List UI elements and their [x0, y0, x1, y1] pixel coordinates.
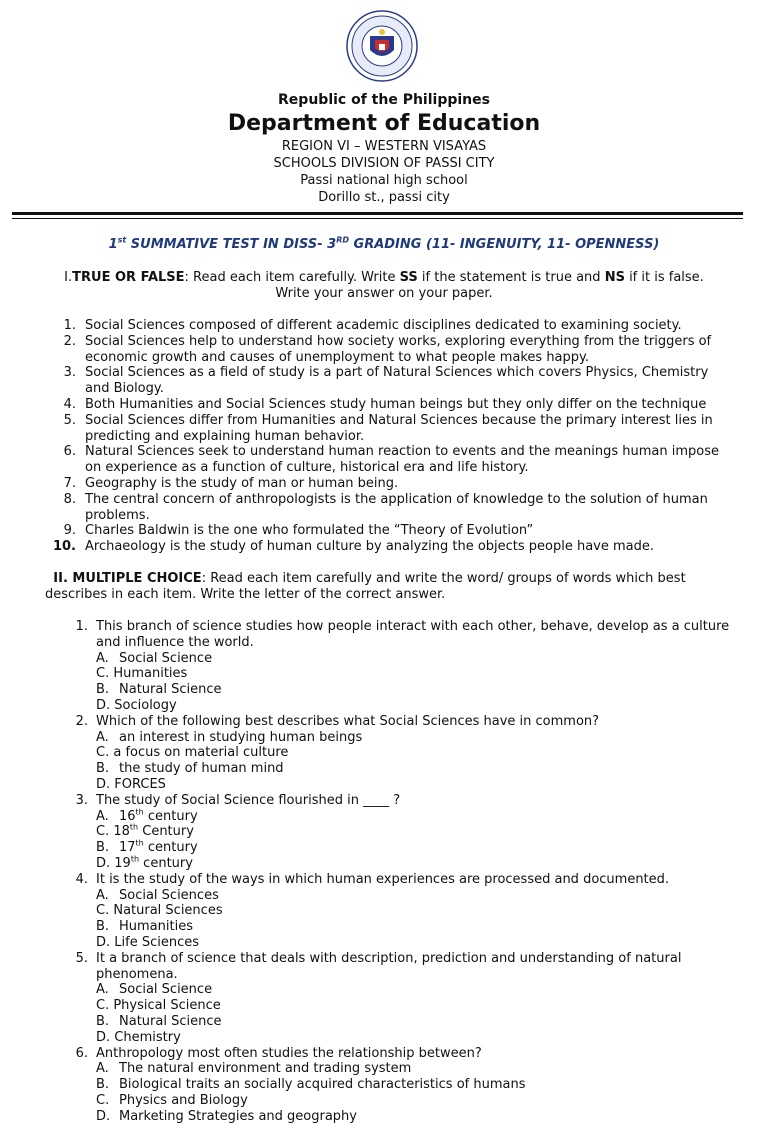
region-line: REGION VI – WESTERN VISAYAS [281, 139, 487, 154]
question-3-options [60, 809, 740, 872]
option-b: B. the study of human mind [96, 761, 284, 777]
question-5: 5. It a branch of science that deals with description, prediction and understanding of natural phenomena. [75, 950, 682, 982]
option-c: C. Physical Science [96, 998, 221, 1014]
list-item: 4. Both Humanities and Social Sciences study human beings but they only differ on the technique [63, 396, 707, 412]
option-a: A. Social Sciences [96, 887, 219, 903]
option-c: C. Humanities [96, 666, 188, 682]
question-6: 6. Anthropology most often studies the relationship between? [75, 1045, 482, 1061]
list-item: 6. Natural Sciences seek to understand human reaction to events and the meanings human impose on experience as a function of culture, historical era and life history. [63, 444, 719, 476]
question-3: 3. The study of Social Science flourished in ____ ? [75, 792, 401, 808]
multiple-choice-instructions: II. MULTIPLE CHOICE: Read each item carefully and write the word/ groups of words which best describes in each item. Write the letter of the correct answer. [45, 571, 686, 602]
option-d: D. Sociology [96, 697, 177, 713]
option-b: B. Natural Science [96, 682, 222, 698]
list-item: 3. Social Sciences as a field of study is a part of Natural Sciences which covers Physics, Chemistry and Biology. [63, 365, 709, 397]
list-item: 1. Social Sciences composed of different academic disciplines dedicated to examining society. [63, 318, 682, 333]
question-1: 1. This branch of science studies how people interact with each other, behave, develop as a culture and influence the world. [75, 619, 730, 650]
option-c: C. Natural Sciences [96, 903, 223, 919]
option-a: A. Social Science [96, 650, 213, 666]
list-item: 2. Social Sciences help to understand how society works, exploring everything from the triggers of economic growth and causes of unemployment to what people makes happy. [63, 333, 712, 365]
republic-heading: Republic of the Philippines [278, 92, 490, 108]
header-divider-thick [12, 212, 743, 215]
option-d: D. Chemistry [96, 1029, 181, 1045]
option-a: A. 16th century [96, 807, 198, 824]
question-4: 4. It is the study of the ways in which human experiences are processed and documented. [75, 871, 670, 887]
option-d: D. Life Sciences [96, 934, 200, 950]
header-divider-thin [12, 218, 743, 219]
question-6-options [60, 1061, 740, 1124]
division-line: SCHOOLS DIVISION OF PASSI CITY [273, 156, 495, 171]
option-c: C. Physics and Biology [96, 1092, 248, 1108]
option-a: A. Social Science [96, 982, 213, 998]
true-false-instructions: I.TRUE OR FALSE: Read each item carefully. Write SS if the statement is true and NS if it is false. Write your answer on your paper. [64, 270, 704, 301]
list-item: 8. The central concern of anthropologists is the application of knowledge to the solution of human problems. [63, 491, 708, 523]
address-line: Dorillo st., passi city [318, 190, 450, 205]
question-4-options [60, 888, 740, 951]
list-item: 10. Archaeology is the study of human culture by analyzing the objects people have made. [52, 539, 655, 555]
question-1-options [60, 651, 740, 714]
multiple-choice-list [60, 619, 740, 1125]
option-d: D. FORCES [96, 776, 166, 792]
list-item: 9. Charles Baldwin is the one who formulated the “Theory of Evolution” [63, 523, 534, 539]
department-heading: Department of Education [227, 111, 541, 136]
question-2-options [60, 730, 740, 793]
true-false-list [30, 318, 730, 555]
option-b: B. 17th century [96, 838, 198, 856]
option-a: A. an interest in studying human beings [96, 729, 363, 745]
option-c: C. 18th Century [96, 823, 194, 840]
option-d: D. 19th century [96, 854, 193, 871]
question-5-options [60, 982, 740, 1045]
list-item: 7. Geography is the study of man or human being. [63, 475, 399, 491]
question-2: 2. Which of the following best describes what Social Sciences have in common? [75, 713, 600, 729]
option-b: B. Biological traits an socially acquired characteristics of humans [96, 1077, 526, 1093]
option-a: A. The natural environment and trading system [96, 1061, 412, 1077]
list-item: 5. Social Sciences differ from Humanities and Natural Sciences because the primary interest lies in predicting and explaining human behavior. [63, 412, 713, 444]
option-b: B. Humanities [96, 919, 193, 935]
deped-seal-logo [346, 10, 418, 82]
option-d: D. Marketing Strategies and geography [96, 1108, 357, 1124]
option-b: B. Natural Science [96, 1013, 222, 1029]
option-c: C. a focus on material culture [96, 745, 289, 761]
test-title: 1st SUMMATIVE TEST IN DISS- 3RD GRADING (11- INGENUITY, 11- OPENNESS) [108, 235, 660, 252]
school-line: Passi national high school [300, 173, 468, 188]
